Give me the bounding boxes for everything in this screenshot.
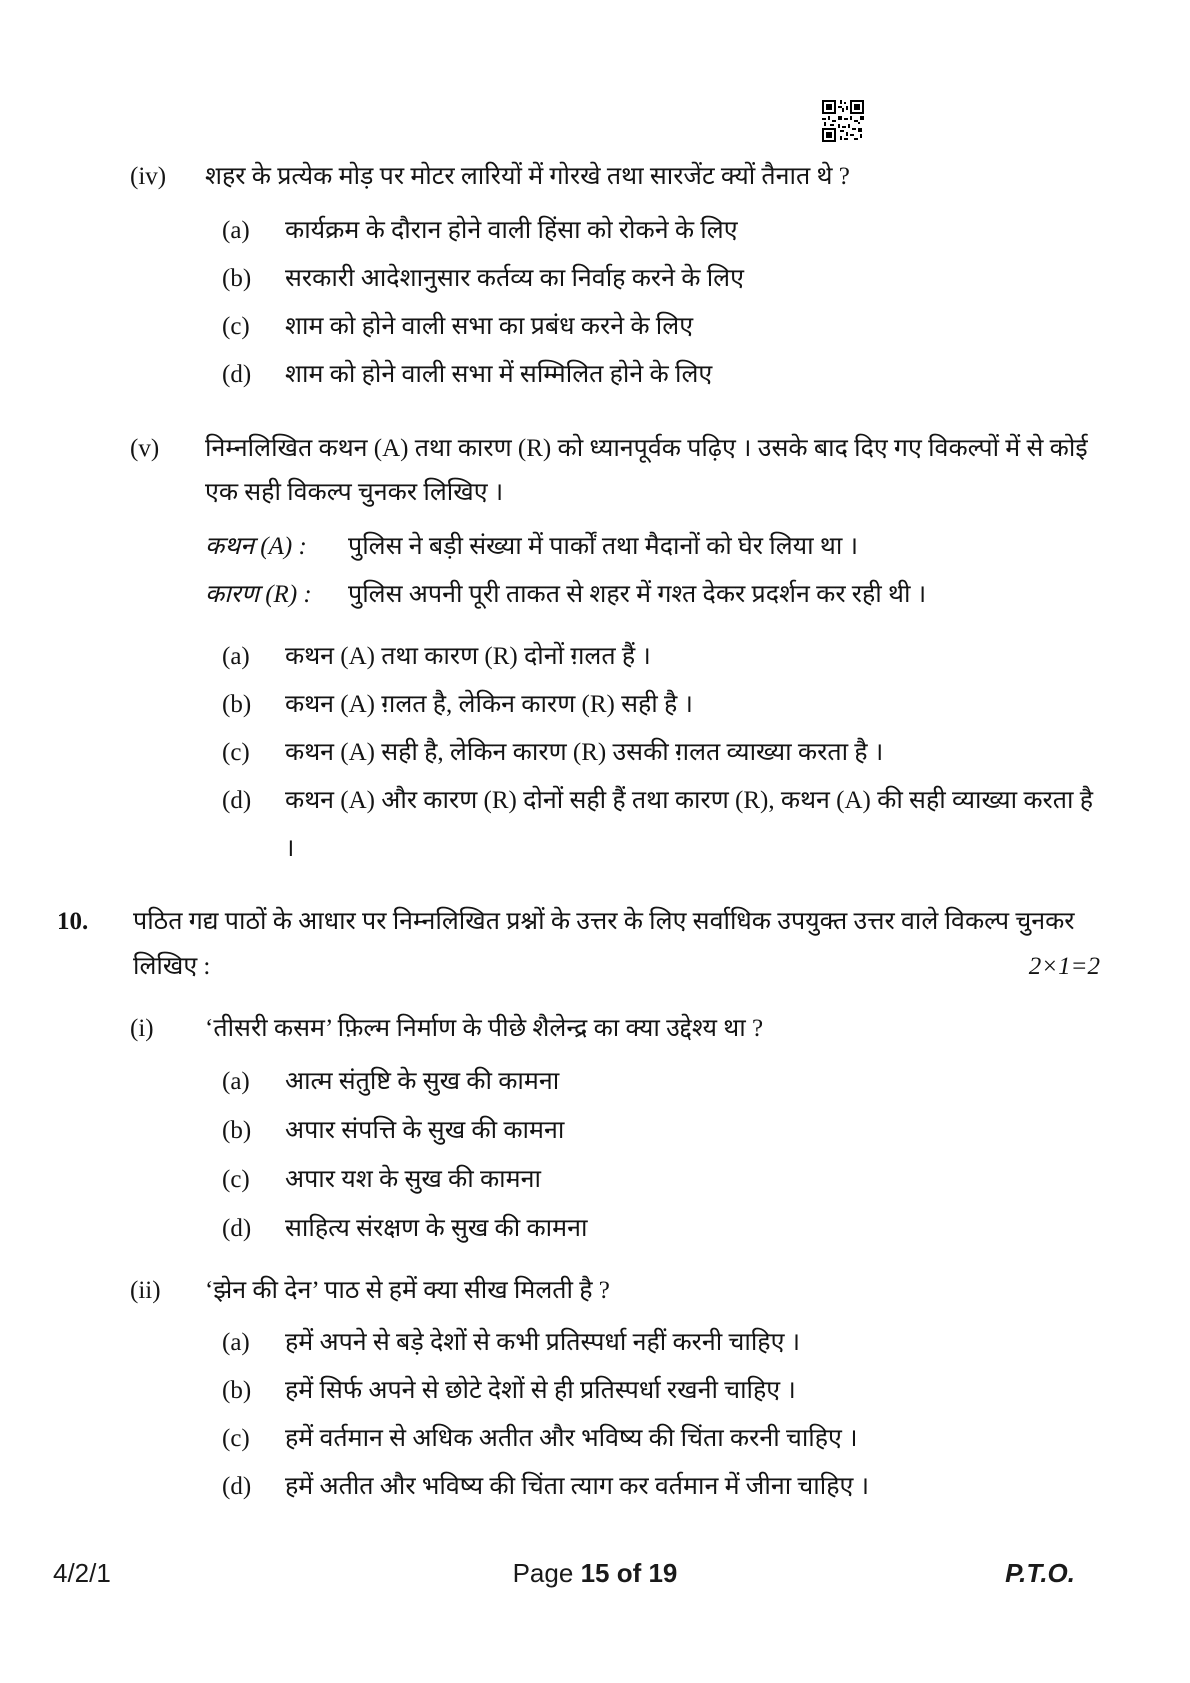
- option-row: [0, 255, 1190, 303]
- subquestion-number: (ii): [130, 1277, 161, 1304]
- option-row: [0, 1155, 1190, 1204]
- subquestion-row: [0, 427, 1190, 515]
- option-text: शाम को होने वाली सभा में सम्मिलित होने के लिए: [285, 361, 713, 388]
- option-row: [0, 207, 1190, 255]
- option-label: (c): [222, 739, 250, 766]
- option-text: आत्म संतुष्टि के सुख की कामना: [285, 1068, 560, 1095]
- options-list: [0, 1319, 1190, 1511]
- option-text: हमें अतीत और भविष्य की चिंता त्याग कर वर्तमान में जीना चाहिए ।: [285, 1473, 870, 1500]
- subquestion-number: (i): [130, 1015, 154, 1042]
- option-row: [0, 1463, 1190, 1511]
- option-text: अपार यश के सुख की कामना: [285, 1166, 541, 1193]
- option-row: [0, 777, 1190, 873]
- option-row: [0, 1204, 1190, 1253]
- option-label: (c): [222, 1425, 250, 1452]
- paper-code: 4/2/1: [53, 1558, 111, 1588]
- option-label: (d): [222, 787, 252, 814]
- option-row: [0, 303, 1190, 351]
- question-heading-row: [0, 899, 1190, 989]
- option-text: हमें वर्तमान से अधिक अतीत और भविष्य की चिंता करनी चाहिए ।: [285, 1425, 858, 1452]
- question-9-v: [0, 427, 1190, 873]
- option-text: कथन (A) ग़लत है, लेकिन कारण (R) सही है ।: [285, 691, 694, 718]
- option-label: (b): [222, 1377, 252, 1404]
- option-label: (b): [222, 691, 252, 718]
- assertion-text: पुलिस ने बड़ी संख्या में पार्कों तथा मैदानों को घेर लिया था ।: [348, 533, 859, 560]
- option-row: [0, 351, 1190, 399]
- option-text: कथन (A) सही है, लेकिन कारण (R) उसकी ग़लत व्याख्या करता है ।: [285, 739, 884, 766]
- option-label: (d): [222, 361, 252, 388]
- option-row: [0, 681, 1190, 729]
- qr-code-icon: [820, 100, 866, 142]
- option-label: (c): [222, 1166, 250, 1193]
- page-footer: [0, 1558, 1190, 1598]
- assertion-label: कथन (A) :: [205, 533, 307, 560]
- option-label: (d): [222, 1473, 252, 1500]
- option-label: (c): [222, 313, 250, 340]
- subquestion-text: ‘तीसरी कसम’ फ़िल्म निर्माण के पीछे शैलेन्द्र का क्या उद्देश्य था ?: [205, 1015, 764, 1042]
- subquestion-row: [0, 1005, 1190, 1053]
- marks-badge: 2×1=2: [1028, 953, 1100, 980]
- subquestion-text: शहर के प्रत्येक मोड़ पर मोटर लारियों में गोरखे तथा सारजेंट क्यों तैनात थे ?: [205, 163, 850, 190]
- subquestion-text: ‘झेन की देन’ पाठ से हमें क्या सीख मिलती है ?: [205, 1277, 610, 1304]
- options-list: [0, 207, 1190, 399]
- option-text: शाम को होने वाली सभा का प्रबंध करने के लिए: [285, 313, 694, 340]
- option-text: कथन (A) और कारण (R) दोनों सही हैं तथा कारण (R), कथन (A) की सही व्याख्या करता है ।: [285, 787, 1094, 862]
- page-numbers: 15 of 19: [580, 1558, 678, 1588]
- assertion-row: [0, 523, 1190, 571]
- pto-label: P.T.O.: [1005, 1558, 1075, 1588]
- page-word: Page: [512, 1558, 574, 1588]
- option-label: (d): [222, 1215, 252, 1242]
- option-text: सरकारी आदेशानुसार कर्तव्य का निर्वाह करने के लिए: [285, 265, 744, 292]
- option-row: [0, 1057, 1190, 1106]
- reason-text: पुलिस अपनी पूरी ताकत से शहर में गश्त देकर प्रदर्शन कर रही थी ।: [348, 581, 927, 608]
- reason-label: कारण (R) :: [205, 581, 312, 608]
- option-row: [0, 1415, 1190, 1463]
- subquestion-row: [0, 153, 1190, 201]
- option-row: [0, 1319, 1190, 1367]
- option-text: अपार संपत्ति के सुख की कामना: [285, 1117, 565, 1144]
- question-10-ii: [0, 1267, 1190, 1511]
- option-label: (a): [222, 1068, 250, 1095]
- subquestion-number: (v): [130, 435, 160, 462]
- question-10: [0, 899, 1190, 1511]
- assertion-reason-block: [0, 523, 1190, 619]
- option-label: (b): [222, 1117, 252, 1144]
- reason-row: [0, 571, 1190, 619]
- options-list: [0, 1057, 1190, 1253]
- page-content: [0, 153, 1190, 1511]
- option-label: (a): [222, 217, 250, 244]
- question-10-i: [0, 1005, 1190, 1253]
- option-text: हमें अपने से बड़े देशों से कभी प्रतिस्पर्धा नहीं करनी चाहिए ।: [285, 1329, 801, 1356]
- question-text-content: पठित गद्य पाठों के आधार पर निम्नलिखित प्रश्नों के उत्तर के लिए सर्वाधिक उपयुक्त उत्तर वाले विकल्प चुनकर लिखिए :: [133, 908, 1075, 980]
- option-text: साहित्य संरक्षण के सुख की कामना: [285, 1215, 588, 1242]
- subquestion-number: (iv): [130, 163, 167, 190]
- option-row: [0, 633, 1190, 681]
- subquestion-text: निम्नलिखित कथन (A) तथा कारण (R) को ध्यानपूर्वक पढ़िए । उसके बाद दिए गए विकल्पों में से कोई एक सही विकल्प चुनकर लिखिए ।: [205, 435, 1088, 506]
- option-label: (b): [222, 265, 252, 292]
- subquestion-row: [0, 1267, 1190, 1315]
- question-text: [133, 899, 1100, 989]
- option-row: [0, 729, 1190, 777]
- option-label: (a): [222, 1329, 250, 1356]
- option-text: कार्यक्रम के दौरान होने वाली हिंसा को रोकने के लिए: [285, 217, 738, 244]
- option-label: (a): [222, 643, 250, 670]
- options-list: [0, 633, 1190, 873]
- option-text: कथन (A) तथा कारण (R) दोनों ग़लत हैं ।: [285, 643, 651, 670]
- question-number: 10.: [57, 908, 89, 935]
- option-text: हमें सिर्फ अपने से छोटे देशों से ही प्रतिस्पर्धा रखनी चाहिए ।: [285, 1377, 796, 1404]
- question-9-iv: [0, 153, 1190, 399]
- option-row: [0, 1106, 1190, 1155]
- option-row: [0, 1367, 1190, 1415]
